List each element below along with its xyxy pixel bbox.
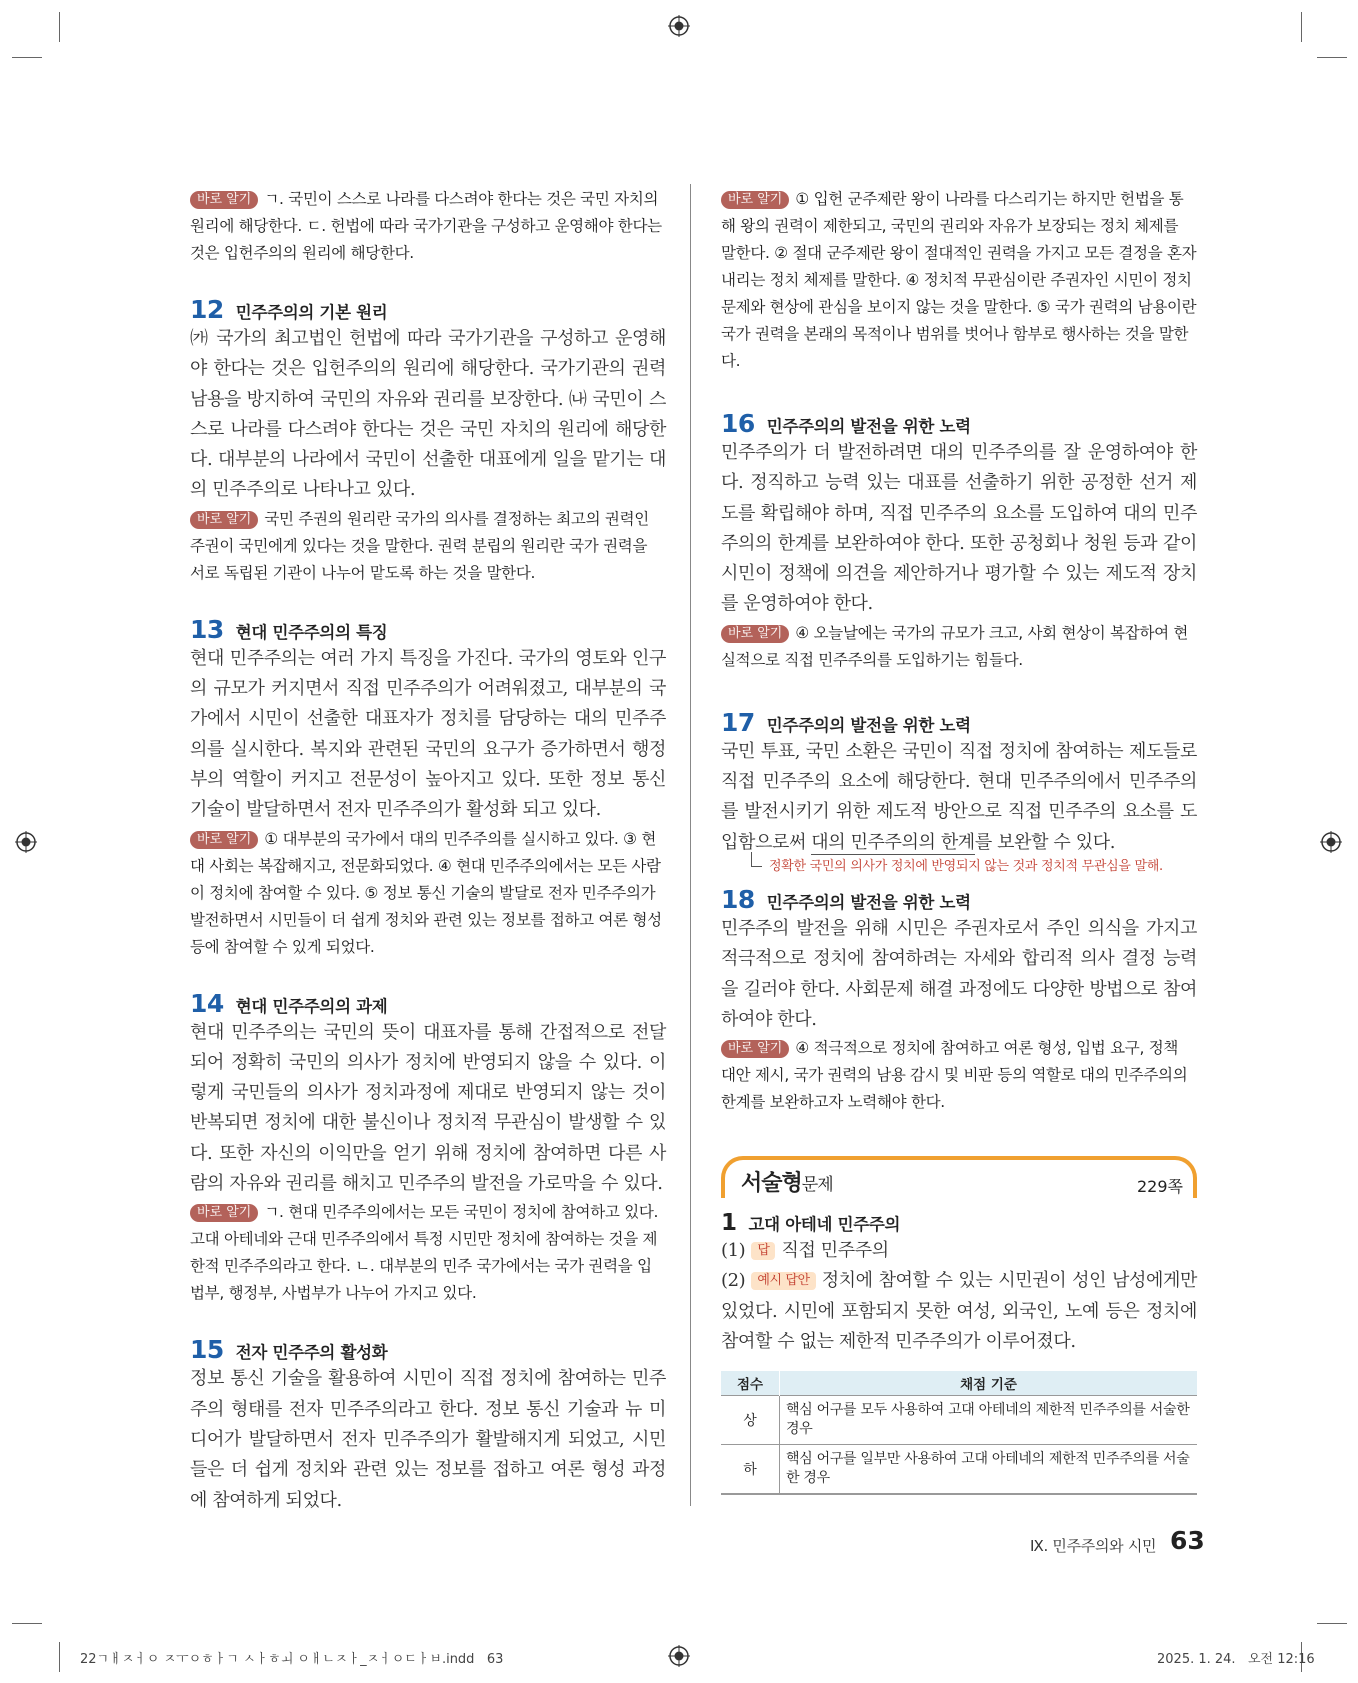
registration-mark-icon	[668, 15, 690, 37]
question-number: 14	[190, 988, 224, 1018]
table-row	[721, 1396, 1197, 1445]
essay-section-title: 서술형문제	[741, 1171, 833, 1197]
question-heading	[721, 1210, 1197, 1236]
explanation-text: 현대 민주주의는 국민의 뜻이 대표자를 통해 간접적으로 전달되어 정확히 국민의 의사가 정치에 반영되지 않을 수 있다. 이렇게 국민들의 의사가 정치과정에 제대로 반영되지 않는 것이 반복되면 정치에 대한 불신이나 정치적 무관심이 발생할 수 있다. 또한 자신의 이익만을 얻기 위해 정치에 참여하면 다른 사람의 자유와 권리를 해치고 민주주의 발전을 가로막을 수 있다.	[190, 1021, 666, 1195]
question-heading	[721, 708, 1197, 737]
crop-mark	[12, 57, 42, 58]
registration-mark-icon	[1320, 831, 1342, 853]
page-number: 63	[1170, 1526, 1205, 1555]
explanation-text: 민주주의 발전을 위해 시민은 주권자로서 주인 의식을 가지고 적극적으로 정치에 참여하려는 자세와 합리적 의사 결정 능력을 길러야 한다. 사회문제 해결 과정에도 다양한 방법으로 참여하여야 한다.	[721, 917, 1197, 1030]
question-heading	[721, 885, 1197, 914]
question-number: 15	[190, 1335, 224, 1365]
criteria-cell: 핵심 어구를 일부만 사용하여 고대 아테네의 제한적 민주주의를 서술한 경우	[780, 1445, 1198, 1495]
correct-answer-badge: 바로 알기	[721, 191, 789, 209]
answer-note: 바로 알기 ① 입헌 군주제란 왕이 나라를 다스리기는 하지만 헌법을 통해 왕의 권력이 제한되고, 국민의 권리와 자유가 보장되는 정치 체제를 말한다. ② 절대 군주제란 왕이 절대적인 권력을 가지고 모든 결정을 혼자 내리는 정치 체제를 말한다. ④ 정치적 무관심이란 주권자인 시민이 정치 문제와 현상에 관심을 보이지 않는 것을 말한다. ⑤ 국가 권력의 남용이란 국가 권력을 본래의 목적이나 범위를 벗어나 함부로 행사하는 것을 말한다.	[721, 190, 1197, 370]
slug-date: 2025. 1. 24. 오전 12:16	[1157, 1652, 1315, 1667]
table-header-criteria: 채점 기준	[780, 1371, 1198, 1396]
crop-mark	[1317, 57, 1347, 58]
grade-cell: 하	[721, 1445, 780, 1495]
question-title: 현대 민주주의의 과제	[235, 996, 388, 1016]
essay-section-header	[721, 1156, 1197, 1198]
question-title: 고대 아테네 민주주의	[748, 1215, 901, 1235]
question-heading	[190, 295, 666, 324]
column-divider	[690, 184, 691, 1506]
crop-mark	[1301, 12, 1302, 42]
slug-filename: 22ㄱㅐㅈㅓㅇ ㅈㅜㅇㅎㅏㄱ ㅅㅏㅎㅚ ㅇㅐㄴㅈㅏ_ㅈㅓㅇㄷㅏㅂ.indd 63	[80, 1652, 504, 1667]
registration-mark-icon	[668, 1645, 690, 1667]
crop-mark	[12, 1623, 42, 1624]
essay-page-ref: 229쪽	[1137, 1177, 1183, 1197]
section-label: Ⅸ. 민주주의와 시민	[1030, 1537, 1157, 1555]
answer-note: 바로 알기 ㄱ. 국민이 스스로 나라를 다스려야 한다는 것은 국민 자치의 원리에 해당한다. ㄷ. 헌법에 따라 국가기관을 구성하고 운영해야 한다는 것은 입헌주의의 원리에 해당한다.	[190, 190, 662, 262]
question-heading	[190, 1335, 666, 1364]
criteria-cell: 핵심 어구를 모두 사용하여 고대 아테네의 제한적 민주주의를 서술한 경우	[780, 1396, 1198, 1445]
table-row	[721, 1445, 1197, 1495]
question-heading	[721, 409, 1197, 438]
scoring-table	[721, 1371, 1197, 1495]
underlined-phrase: 대의 민주주의의 한계	[811, 831, 975, 853]
explanation-text: 국민 투표, 국민 소환은 국민이 직접 정치에 참여하는 제도들로 직접 민주주의 요소에 해당한다. 현대 민주주의에서 민주주의를 발전시키기 위한 제도적 방안으로 직접 민주주의 요소를 도입함으로써 대의 민주주의의 한계를 보완할 수 있다.	[721, 740, 1197, 853]
answer-note: 바로 알기 ㄱ. 현대 민주주의에서는 모든 국민이 정치에 참여하고 있다. 고대 아테네와 근대 민주주의에서 특정 시민만 정치에 참여하는 것을 제한적 민주주의라고 한다. ㄴ. 대부분의 민주 국가에서는 국가 권력을 입법부, 행정부, 사법부가 나누어 가지고 있다.	[190, 1203, 659, 1303]
right-column	[721, 186, 1197, 1495]
essay-answer-2: (2) 예시 답안 정치에 참여할 수 있는 시민권이 성인 남성에게만 있었다. 시민에 포함되지 못한 여성, 외국인, 노예 등은 정치에 참여할 수 없는 제한적 민주주의가 이루어졌다.	[721, 1270, 1197, 1353]
grade-cell: 상	[721, 1396, 780, 1445]
explanation-text: 정보 통신 기술을 활용하여 시민이 직접 정치에 참여하는 민주주의 형태를 전자 민주주의라고 한다. 정보 통신 기술과 뉴 미디어가 발달하면서 전자 민주주의가 활발해지게 되었고, 시민들은 더 쉽게 정치와 관련 있는 정보를 접하고 여론 형성 과정에 참여하게 되었다.	[190, 1368, 666, 1511]
answer-note: 바로 알기 ① 대부분의 국가에서 대의 민주주의를 실시하고 있다. ③ 현대 사회는 복잡해지고, 전문화되었다. ④ 현대 민주주의에서는 모든 사람이 정치에 참여할 수 있다. ⑤ 정보 통신 기술의 발달로 전자 민주주의가 발전하면서 시민들이 더 쉽게 정치와 관련 있는 정보를 접하고 여론 형성 등에 참여할 수 있게 되었다.	[190, 829, 662, 956]
handwritten-annotation: 정확한 국민의 의사가 정치에 반영되지 않는 것과 정치적 무관심을 말해.	[765, 858, 1197, 875]
question-number: 13	[190, 614, 224, 644]
crop-mark	[1317, 1623, 1347, 1624]
correct-answer-badge: 바로 알기	[190, 831, 258, 849]
annotation-bracket	[751, 852, 762, 867]
answer-note: 바로 알기 ④ 적극적으로 정치에 참여하고 여론 형성, 입법 요구, 정책 대안 제시, 국가 권력의 남용 감시 및 비판 등의 역할로 대의 민주주의의 한계를 보완하고자 노력해야 한다.	[721, 1039, 1188, 1112]
question-number: 17	[721, 707, 755, 737]
correct-answer-badge: 바로 알기	[721, 625, 789, 643]
answer-note: 바로 알기 ④ 오늘날에는 국가의 규모가 크고, 사회 현상이 복잡하여 현실적으로 직접 민주주의를 도입하기는 힘들다.	[721, 623, 1189, 669]
question-number: 18	[721, 884, 755, 914]
explanation-text: 현대 민주주의는 여러 가지 특징을 가진다. 국가의 영토와 인구의 규모가 커지면서 직접 민주주의가 어려워졌고, 대부분의 국가에서 시민이 선출한 대표자가 정치를 담당하는 대의 민주주의를 실시한다. 복지와 관련된 국민의 요구가 증가하면서 행정부의 역할이 커지고 전문성이 높아지고 있다. 또한 정보 통신 기술이 발달하면서 전자 민주주의가 활성화 되고 있다.	[190, 647, 666, 821]
left-column	[190, 186, 666, 1516]
table-header-grade: 점수	[721, 1371, 780, 1396]
essay-answer-1: (1) 답 직접 민주주의	[721, 1240, 889, 1262]
example-answer-badge: 예시 답안	[751, 1272, 815, 1290]
question-number: 12	[190, 295, 224, 324]
registration-mark-icon	[15, 831, 37, 853]
correct-answer-badge: 바로 알기	[190, 511, 258, 529]
answer-badge: 답	[751, 1242, 775, 1260]
question-title: 전자 민주주의 활성화	[235, 1343, 388, 1363]
question-number: 16	[721, 409, 755, 438]
crop-mark	[59, 1642, 60, 1672]
question-title: 민주주의의 발전을 위한 노력	[766, 715, 971, 735]
question-title: 민주주의의 발전을 위한 노력	[766, 892, 971, 912]
explanation-text: 민주주의가 더 발전하려면 대의 민주주의를 잘 운영하여야 한다. 정직하고 능력 있는 대표를 선출하기 위한 공정한 선거 제도를 확립해야 하며, 직접 민주주의 요소를 도입하여 대의 민주주의의 한계를 보완하여야 한다. 또한 공청회나 청원 등과 같이 시민이 정책에 의견을 제안하거나 평가할 수 있는 제도적 장치를 운영하여야 한다.	[721, 442, 1197, 615]
correct-answer-badge: 바로 알기	[190, 1204, 258, 1222]
question-title: 민주주의의 발전을 위한 노력	[766, 417, 971, 436]
question-heading	[190, 615, 666, 644]
answer-note: 바로 알기 국민 주권의 원리란 국가의 의사를 결정하는 최고의 권력인 주권이 국민에게 있다는 것을 말한다. 권력 분립의 원리란 국가 권력을 서로 독립된 기관이 나누어 맡도록 하는 것을 말한다.	[190, 509, 649, 582]
crop-mark	[59, 12, 60, 42]
question-title: 현대 민주주의의 특징	[235, 622, 388, 642]
correct-answer-badge: 바로 알기	[721, 1040, 789, 1058]
explanation-text: ㈎ 국가의 최고법인 헌법에 따라 국가기관을 구성하고 운영해야 한다는 것은 입헌주의의 원리에 해당한다. 국가기관의 권력 남용을 방지하여 국민의 자유와 권리를 보장한다. ㈏ 국민이 스스로 나라를 다스려야 한다는 것은 국민 자치의 원리에 해당한다. 대부분의 나라에서 국민이 선출한 대표에게 일을 맡기는 대의 민주주의로 나타나고 있다.	[190, 328, 666, 501]
question-title: 민주주의의 기본 원리	[235, 303, 388, 322]
question-number: 1	[721, 1210, 737, 1237]
correct-answer-badge: 바로 알기	[190, 191, 258, 209]
question-heading	[190, 989, 666, 1018]
